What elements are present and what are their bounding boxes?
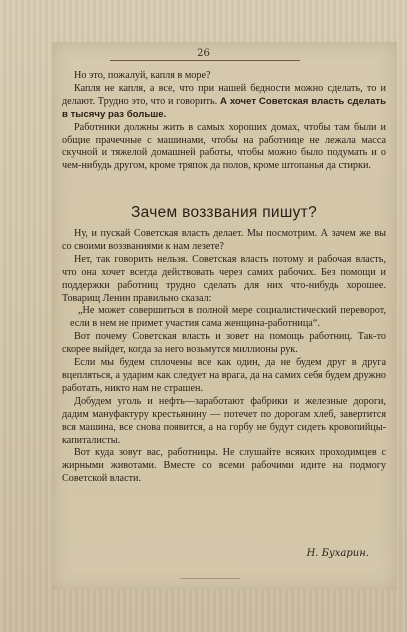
body-paragraph: Вот почему Советская власть и зовет на помощь работниц. Так-то скорее выйдет, когда за него возьмутся миллионы рук.: [62, 331, 386, 356]
bold-phrase: А хочет Советская власть сделать в тысячу раз больше.: [62, 95, 387, 120]
intro-paragraph: Работники должны жить в самых хороших домах, чтобы там были и общие прачечные с машинами, чтобы на работнице не лежала масса скучной и тяжелой домашней работы, чтобы можно было подумать и о чем-нибудь другом, кроме тряпок да полов, кроме штопанья да стирки.: [62, 121, 386, 172]
body-paragraph: Вот куда зовут вас, работницы. Не слушайте всяких проходимцев с жирными животами. Вместе со всеми рабочими идите на подмогу Советской власти.: [62, 447, 386, 485]
intro-paragraph-text: Капля не капля, а все, что при нашей бедности можно сделать, то и делают. Трудно это, что и говорить.: [62, 82, 386, 107]
body-paragraph: Ну, и пускай Советская власть делает. Мы посмотрим. А зачем же вы со своими воззваниями к нам лезете?: [62, 228, 386, 252]
page-number: 26: [197, 48, 210, 59]
body-paragraph: Нет, так говорить нельзя. Советская власть потому и рабочая власть, что она хочет всегда действовать через самих рабочих. Без помощи и поддержки работниц трудно сделать для них что-нибудь хорошее. Товарищ Ленин правильно сказал:: [62, 253, 386, 304]
lenin-quote: „Не может совершиться в полной мере социалистический переворот, если в нем не примет участия сама женщина-работница“.: [70, 305, 386, 330]
author-signature: Н. Бухарин.: [306, 548, 369, 559]
intro-section: [62, 70, 386, 173]
body-section: [62, 228, 386, 486]
bottom-mark: [180, 578, 240, 579]
intro-paragraph: Но это, пожалуй, капля в море?: [74, 70, 211, 81]
body-paragraph: Если мы будем сплочены все как один, да не будем друг в друга вцепляться, а ударим как следует на врага, да на самих себя будем дружно работать, никто нам не страшен.: [62, 357, 386, 394]
header-rule: [110, 60, 300, 61]
intro-paragraph: [62, 83, 386, 122]
section-heading: Зачем воззвания пишут?: [130, 204, 317, 221]
body-paragraph: Добудем уголь и нефть—заработают фабрики и железные дороги, дадим мануфактуру крестьянину — потечет по дорогам хлеб, завертится вся машина, все снова появится, а на горбу не будут сидеть кровопийцы-капиталисты.: [62, 395, 386, 446]
